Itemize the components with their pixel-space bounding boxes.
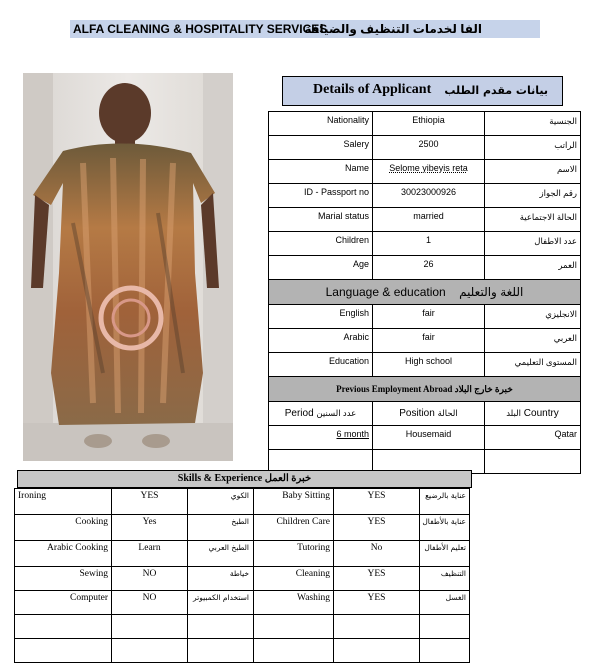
field-label: Arabic — [269, 329, 373, 353]
table-row — [269, 232, 581, 256]
skill-value — [112, 639, 188, 663]
skill-name: Arabic Cooking — [15, 541, 112, 567]
table-row — [269, 305, 581, 329]
employment-title-en: Previous Employment Abroad — [336, 383, 453, 394]
skill-name — [15, 639, 112, 663]
field-label-ar: العمر — [485, 256, 581, 280]
language-title-en: Language & education — [325, 285, 446, 299]
field-label: Name — [269, 160, 373, 184]
skill-name-ar: تعليم الأطفال — [420, 541, 470, 567]
field-label-ar: الحالة الاجتماعية — [485, 208, 581, 232]
details-title: Details of Applicant — [313, 82, 432, 97]
skill-name: Ironing — [15, 489, 112, 515]
country-header — [485, 402, 581, 426]
table-row — [15, 515, 470, 541]
skill-name: Washing — [254, 591, 334, 615]
field-value: 2500 — [373, 136, 485, 160]
period-label-ar: عدد السنين — [316, 408, 357, 418]
field-label: ID - Passport no — [269, 184, 373, 208]
field-value: fair — [373, 329, 485, 353]
skill-name: Computer — [15, 591, 112, 615]
skill-name: Cleaning — [254, 567, 334, 591]
field-label-ar: الجنسية — [485, 112, 581, 136]
employment-header-row — [269, 377, 581, 402]
skill-value — [112, 615, 188, 639]
company-name-ar: الفا لخدمات التنظيف والضيافة — [304, 22, 482, 36]
country-label: Country — [523, 408, 559, 419]
table-row — [269, 112, 581, 136]
field-label: Nationality — [269, 112, 373, 136]
field-label: Education — [269, 353, 373, 377]
skills-table — [14, 488, 470, 663]
country-label-ar: البلد — [506, 408, 521, 418]
skill-name-ar: الغسل — [420, 591, 470, 615]
language-header-row — [269, 280, 581, 305]
country-value: Qatar — [485, 426, 581, 450]
field-value: 26 — [373, 256, 485, 280]
period-header — [269, 402, 373, 426]
skill-value: Learn — [112, 541, 188, 567]
details-title-box — [282, 76, 563, 106]
table-row — [15, 591, 470, 615]
skill-value: YES — [334, 515, 420, 541]
language-title-ar: اللغة والتعليم — [459, 285, 524, 299]
applicant-photo — [23, 73, 233, 461]
skill-name — [15, 615, 112, 639]
table-row — [269, 208, 581, 232]
field-label-ar: الانجليزي — [485, 305, 581, 329]
language-section-title — [269, 280, 581, 305]
skill-name-ar — [420, 615, 470, 639]
skill-name: Children Care — [254, 515, 334, 541]
field-label: Children — [269, 232, 373, 256]
employment-columns-row — [269, 402, 581, 426]
skill-value: YES — [334, 591, 420, 615]
position-value: Housemaid — [373, 426, 485, 450]
skill-value: YES — [334, 489, 420, 515]
field-value: Ethiopia — [373, 112, 485, 136]
period-text: 6 month — [336, 429, 369, 439]
table-row — [269, 256, 581, 280]
skills-title-ar: خبرة العمل — [264, 473, 312, 484]
position-label: Position — [399, 408, 435, 419]
employment-entry-row — [269, 426, 581, 450]
skill-value: NO — [112, 591, 188, 615]
company-banner — [70, 20, 540, 38]
skill-name-ar — [188, 639, 254, 663]
skill-value: No — [334, 541, 420, 567]
skills-title: Skills & Experience — [177, 473, 263, 484]
skill-name — [254, 639, 334, 663]
table-row — [269, 353, 581, 377]
field-label: English — [269, 305, 373, 329]
skill-name: Cooking — [15, 515, 112, 541]
period-label: Period — [284, 408, 314, 419]
field-label-ar: الراتب — [485, 136, 581, 160]
field-label-ar: المستوى التعليمي — [485, 353, 581, 377]
skill-value: Yes — [112, 515, 188, 541]
company-name-en: ALFA CLEANING & HOSPITALITY SERVICES — [73, 22, 328, 36]
field-value: fair — [373, 305, 485, 329]
skill-name-ar: التنظيف — [420, 567, 470, 591]
employment-title-ar: خبرة خارج البلاد — [454, 383, 513, 394]
skill-value — [334, 615, 420, 639]
skills-title-box — [17, 470, 472, 488]
period-value — [269, 426, 373, 450]
table-row — [269, 184, 581, 208]
field-value: 30023000926 — [373, 184, 485, 208]
field-value: Selome yibeyis reta — [373, 160, 485, 184]
field-label: Age — [269, 256, 373, 280]
field-label-ar: رقم الجواز — [485, 184, 581, 208]
details-title-ar: بيانات مقدم الطلب — [444, 84, 548, 97]
field-value: married — [373, 208, 485, 232]
skill-name-ar: خياطة — [188, 567, 254, 591]
skill-name: Tutoring — [254, 541, 334, 567]
skill-name-ar — [188, 615, 254, 639]
skill-value: YES — [334, 567, 420, 591]
table-row — [15, 615, 470, 639]
field-label-ar: عدد الاطفال — [485, 232, 581, 256]
field-label-ar: الاسم — [485, 160, 581, 184]
skill-value — [334, 639, 420, 663]
table-row — [269, 160, 581, 184]
skill-name-ar: الطبخ — [188, 515, 254, 541]
field-label-ar: العربي — [485, 329, 581, 353]
applicant-details-table — [268, 111, 581, 474]
skill-name-ar — [420, 639, 470, 663]
skill-name-ar: الطبخ العربي — [188, 541, 254, 567]
table-row — [15, 567, 470, 591]
table-row — [15, 489, 470, 515]
skill-name-ar: استخدام الكمبيوتر — [188, 591, 254, 615]
position-label-ar: الحالة — [437, 408, 458, 418]
employment-section-title — [269, 377, 581, 402]
position-header — [373, 402, 485, 426]
table-row — [15, 639, 470, 663]
table-row — [15, 541, 470, 567]
skill-value: NO — [112, 567, 188, 591]
skill-name-ar: عناية بالرضيع — [420, 489, 470, 515]
skill-name-ar: عناية بالأطفال — [420, 515, 470, 541]
skill-name-ar: الكوي — [188, 489, 254, 515]
field-value: High school — [373, 353, 485, 377]
field-label: Salery — [269, 136, 373, 160]
skill-name: Sewing — [15, 567, 112, 591]
skill-name: Baby Sitting — [254, 489, 334, 515]
table-row — [269, 136, 581, 160]
field-value: 1 — [373, 232, 485, 256]
skill-value: YES — [112, 489, 188, 515]
country-value — [485, 450, 581, 474]
skill-name — [254, 615, 334, 639]
field-label: Marial status — [269, 208, 373, 232]
table-row — [269, 329, 581, 353]
